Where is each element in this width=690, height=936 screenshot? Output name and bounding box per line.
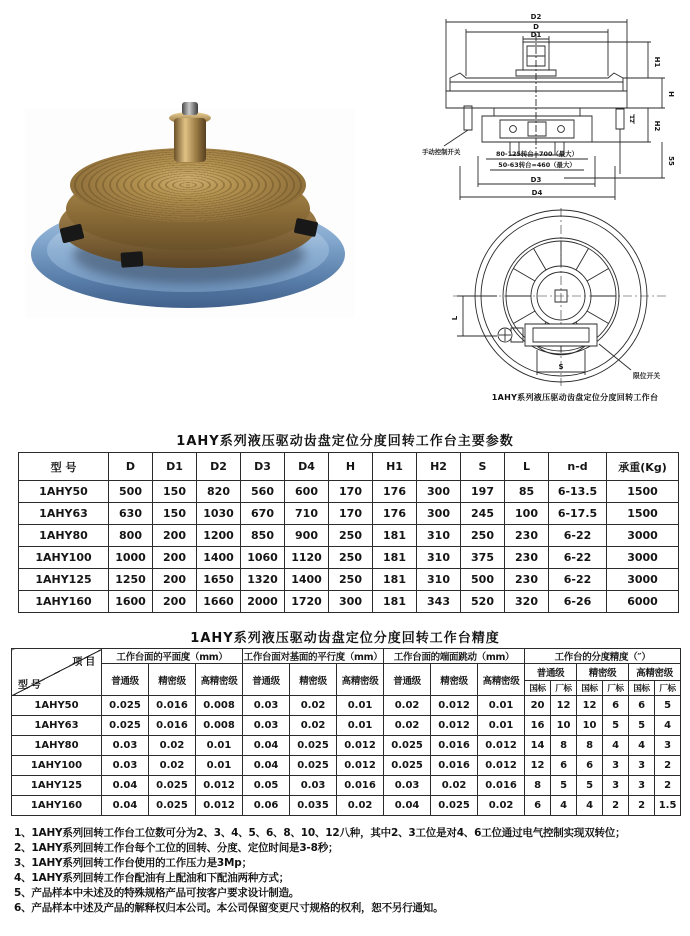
side-note-1: 80-125转台=700（最大） [496,150,578,158]
dim-d1: D1 [530,31,542,39]
value-cell: 16 [525,716,551,736]
table2-group-row [12,649,681,664]
top-view-drawing [433,206,690,390]
header-h2: H2 [417,453,461,481]
value-cell: 0.04 [102,776,149,796]
value-cell: 0.025 [290,756,337,776]
value-cell: 0.016 [431,756,478,776]
value-cell: 630 [109,503,153,525]
value-cell: 710 [285,503,329,525]
value-cell: 0.012 [337,736,384,756]
value-cell: 6-22 [549,569,607,591]
value-cell: 0.025 [384,736,431,756]
corner-item-label: 项 目 [72,657,95,668]
header-l: L [505,453,549,481]
limit-switch-label: 限位开关 [633,372,661,380]
value-cell: 250 [329,525,373,547]
value-cell: 3 [629,776,655,796]
value-cell: 250 [329,547,373,569]
model-cell: 1AHY80 [12,736,102,756]
model-cell: 1AHY50 [19,481,109,503]
header-h: H [329,453,373,481]
value-cell: 245 [461,503,505,525]
value-cell: 176 [373,503,417,525]
model-cell: 1AHY100 [19,547,109,569]
value-cell: 181 [373,591,417,613]
header-d4: D4 [285,453,329,481]
grade-high: 高精密级 [337,664,384,696]
model-cell: 1AHY63 [19,503,109,525]
std-factory: 厂标 [655,681,681,696]
value-cell: 1060 [241,547,285,569]
table-row [12,776,681,796]
dim-12: 12 [628,115,634,123]
drawing-caption: 1AHY系列液压驱动齿盘定位分度回转工作台 [491,393,659,402]
dim-d4: D4 [531,189,543,197]
value-cell: 670 [241,503,285,525]
value-cell: 200 [153,547,197,569]
value-cell: 375 [461,547,505,569]
value-cell: 6 [603,696,629,716]
dim-l: L [451,315,459,321]
model-cell: 1AHY80 [19,525,109,547]
model-cell: 1AHY125 [12,776,102,796]
value-cell: 0.025 [384,756,431,776]
manual-switch-label: 手动控制开关 [422,148,461,156]
value-cell: 6 [577,756,603,776]
value-cell: 0.01 [337,696,384,716]
value-cell: 0.02 [149,756,196,776]
value-cell: 0.02 [431,776,478,796]
value-cell: 500 [461,569,505,591]
value-cell: 2 [629,796,655,816]
value-cell: 1030 [197,503,241,525]
value-cell: 8 [551,736,577,756]
value-cell: 0.02 [384,716,431,736]
value-cell: 4 [655,716,681,736]
value-cell: 6-22 [549,525,607,547]
table-row [19,481,679,503]
grade-high: 高精密级 [629,664,681,681]
value-cell: 200 [153,525,197,547]
precision-table [11,648,681,816]
value-cell: 0.04 [384,796,431,816]
value-cell: 12 [525,756,551,776]
value-cell: 0.03 [102,736,149,756]
main-parameters-table [18,452,679,613]
grade-precise: 精密级 [431,664,478,696]
corner-cell [12,649,102,696]
value-cell: 0.02 [478,796,525,816]
value-cell: 14 [525,736,551,756]
value-cell: 20 [525,696,551,716]
table-row [19,569,679,591]
header-d2: D2 [197,453,241,481]
table-row [12,736,681,756]
group-runout: 工作台面的端面跳动（mm） [384,649,525,664]
table-row [12,716,681,736]
value-cell: 2 [655,776,681,796]
value-cell: 100 [505,503,549,525]
value-cell: 3 [603,776,629,796]
note-line: 1、1AHY系列回转工作台工位数可分为2、3、4、5、6、8、10、12八种，其中2、3工位是对4、6工位通过电气控制实现双转位； [14,827,626,839]
table-row [19,591,679,613]
value-cell: 0.01 [478,696,525,716]
value-cell: 2 [603,796,629,816]
group-parallelism: 工作台面对基面的平行度（mm） [243,649,384,664]
value-cell: 5 [655,696,681,716]
value-cell: 0.03 [243,716,290,736]
value-cell: 2 [655,756,681,776]
value-cell: 800 [109,525,153,547]
header-nd: n-d [549,453,607,481]
model-cell: 1AHY100 [12,756,102,776]
grade-high: 高精密级 [196,664,243,696]
value-cell: 10 [577,716,603,736]
value-cell: 3000 [607,547,679,569]
table-row [12,756,681,776]
value-cell: 560 [241,481,285,503]
header-d1: D1 [153,453,197,481]
value-cell: 300 [417,503,461,525]
value-cell: 343 [417,591,461,613]
value-cell: 170 [329,503,373,525]
value-cell: 6-26 [549,591,607,613]
value-cell: 0.06 [243,796,290,816]
value-cell: 310 [417,525,461,547]
value-cell: 0.01 [478,716,525,736]
value-cell: 1.5 [655,796,681,816]
value-cell: 0.02 [384,696,431,716]
table-row [12,796,681,816]
value-cell: 0.03 [290,776,337,796]
value-cell: 8 [525,776,551,796]
value-cell: 10 [551,716,577,736]
value-cell: 181 [373,525,417,547]
value-cell: 0.012 [431,716,478,736]
photo-center-cylinder [174,118,206,162]
value-cell: 1400 [285,569,329,591]
header-d3: D3 [241,453,285,481]
value-cell: 1120 [285,547,329,569]
value-cell: 0.012 [478,756,525,776]
value-cell: 0.03 [384,776,431,796]
value-cell: 0.012 [196,776,243,796]
value-cell: 0.02 [290,696,337,716]
value-cell: 0.016 [149,696,196,716]
value-cell: 0.03 [102,756,149,776]
value-cell: 6 [551,756,577,776]
value-cell: 0.05 [243,776,290,796]
header-load: 承重(Kg) [607,453,679,481]
value-cell: 0.008 [196,716,243,736]
value-cell: 1600 [109,591,153,613]
table-row [19,525,679,547]
model-cell: 1AHY160 [12,796,102,816]
grade-normal: 普通级 [102,664,149,696]
grade-high: 高精密级 [478,664,525,696]
value-cell: 0.025 [290,736,337,756]
side-note-2: 50-63转台=460（最大） [498,161,576,169]
corner-model-label: 型 号 [18,680,41,691]
value-cell: 0.016 [431,736,478,756]
dim-h2: H2 [653,120,661,132]
table-row [19,547,679,569]
value-cell: 0.02 [290,716,337,736]
value-cell: 230 [505,525,549,547]
value-cell: 197 [461,481,505,503]
value-cell: 0.03 [243,696,290,716]
value-cell: 0.04 [102,796,149,816]
value-cell: 176 [373,481,417,503]
value-cell: 5 [577,776,603,796]
value-cell: 4 [551,796,577,816]
value-cell: 0.04 [243,756,290,776]
value-cell: 4 [577,796,603,816]
value-cell: 0.025 [149,796,196,816]
value-cell: 3000 [607,569,679,591]
dim-h1: H1 [653,56,661,68]
note-line: 3、1AHY系列回转工作台使用的工作压力是3Mp； [14,857,252,869]
value-cell: 500 [109,481,153,503]
value-cell: 0.025 [102,716,149,736]
value-cell: 1660 [197,591,241,613]
value-cell: 1650 [197,569,241,591]
value-cell: 0.025 [431,796,478,816]
dim-d3: D3 [530,176,542,184]
footnotes [14,826,682,916]
value-cell: 0.025 [102,696,149,716]
grade-normal: 普通级 [243,664,290,696]
header-d: D [109,453,153,481]
std-national: 国标 [525,681,551,696]
value-cell: 6-17.5 [549,503,607,525]
std-national: 国标 [629,681,655,696]
value-cell: 0.008 [196,696,243,716]
value-cell: 6 [525,796,551,816]
value-cell: 12 [551,696,577,716]
value-cell: 0.016 [337,776,384,796]
value-cell: 1320 [241,569,285,591]
photo-top-knob [182,102,198,115]
value-cell: 5 [629,716,655,736]
product-photo [25,108,355,318]
std-factory: 厂标 [551,681,577,696]
note-line: 2、1AHY系列回转工作台每个工位的回转、分度、定位时间是3-8秒； [14,842,339,854]
value-cell: 250 [461,525,505,547]
dim-d: D [533,23,539,31]
value-cell: 900 [285,525,329,547]
note-line: 6、产品样本中述及产品的解释权归本公司。本公司保留变更尺寸规格的权利，恕不另行通知。 [14,902,444,914]
value-cell: 5 [603,716,629,736]
dim-s: S [558,363,564,371]
dim-55: 55 [667,156,675,166]
value-cell: 6000 [607,591,679,613]
value-cell: 1000 [109,547,153,569]
value-cell: 6-13.5 [549,481,607,503]
photo-clamp [121,251,144,267]
value-cell: 1200 [197,525,241,547]
value-cell: 300 [417,481,461,503]
value-cell: 3 [603,756,629,776]
value-cell: 85 [505,481,549,503]
model-cell: 1AHY125 [19,569,109,591]
value-cell: 150 [153,503,197,525]
grade-precise: 精密级 [577,664,629,681]
value-cell: 310 [417,569,461,591]
header-s: S [461,453,505,481]
value-cell: 3000 [607,525,679,547]
side-view-drawing [420,6,685,204]
value-cell: 0.012 [431,696,478,716]
value-cell: 820 [197,481,241,503]
value-cell: 0.01 [196,736,243,756]
value-cell: 0.02 [337,796,384,816]
note-line: 5、产品样本中未述及的特殊规格产品可按客户要求设计制造。 [14,887,300,899]
value-cell: 1500 [607,481,679,503]
dim-d2: D2 [530,13,542,21]
value-cell: 3 [655,736,681,756]
grade-normal: 普通级 [384,664,431,696]
value-cell: 850 [241,525,285,547]
value-cell: 0.016 [149,716,196,736]
value-cell: 0.016 [478,776,525,796]
table1-title: 1AHY系列液压驱动齿盘定位分度回转工作台主要参数 [176,434,514,449]
value-cell: 6 [629,696,655,716]
grade-precise: 精密级 [149,664,196,696]
value-cell: 1250 [109,569,153,591]
value-cell: 5 [551,776,577,796]
group-flatness: 工作台面的平面度（mm） [102,649,243,664]
std-factory: 厂标 [603,681,629,696]
value-cell: 230 [505,547,549,569]
value-cell: 200 [153,569,197,591]
value-cell: 12 [577,696,603,716]
value-cell: 300 [329,591,373,613]
grade-precise: 精密级 [290,664,337,696]
table-row [12,696,681,716]
value-cell: 0.012 [196,796,243,816]
value-cell: 0.04 [243,736,290,756]
header-h1: H1 [373,453,417,481]
value-cell: 0.012 [478,736,525,756]
table2-title: 1AHY系列液压驱动齿盘定位分度回转工作台精度 [190,631,500,646]
note-line: 4、1AHY系列回转工作台配油有上配油和下配油两种方式； [14,872,290,884]
model-cell: 1AHY160 [19,591,109,613]
value-cell: 1500 [607,503,679,525]
value-cell: 0.01 [196,756,243,776]
table-row [19,503,679,525]
value-cell: 0.012 [337,756,384,776]
value-cell: 170 [329,481,373,503]
value-cell: 600 [285,481,329,503]
value-cell: 181 [373,569,417,591]
value-cell: 320 [505,591,549,613]
value-cell: 0.01 [337,716,384,736]
value-cell: 1720 [285,591,329,613]
std-national: 国标 [577,681,603,696]
value-cell: 2000 [241,591,285,613]
value-cell: 150 [153,481,197,503]
table2-grade-row [12,664,681,681]
value-cell: 0.035 [290,796,337,816]
table1-header-row [19,453,679,481]
dim-h: H [667,91,675,97]
value-cell: 250 [329,569,373,591]
value-cell: 8 [577,736,603,756]
header-model: 型 号 [19,453,109,481]
model-cell: 1AHY50 [12,696,102,716]
value-cell: 6-22 [549,547,607,569]
value-cell: 3 [629,756,655,776]
model-cell: 1AHY63 [12,716,102,736]
value-cell: 181 [373,547,417,569]
value-cell: 4 [603,736,629,756]
value-cell: 230 [505,569,549,591]
group-indexing: 工作台的分度精度（″） [525,649,681,664]
grade-normal: 普通级 [525,664,577,681]
value-cell: 310 [417,547,461,569]
value-cell: 520 [461,591,505,613]
value-cell: 0.025 [149,776,196,796]
value-cell: 200 [153,591,197,613]
value-cell: 0.02 [149,736,196,756]
value-cell: 4 [629,736,655,756]
value-cell: 1400 [197,547,241,569]
